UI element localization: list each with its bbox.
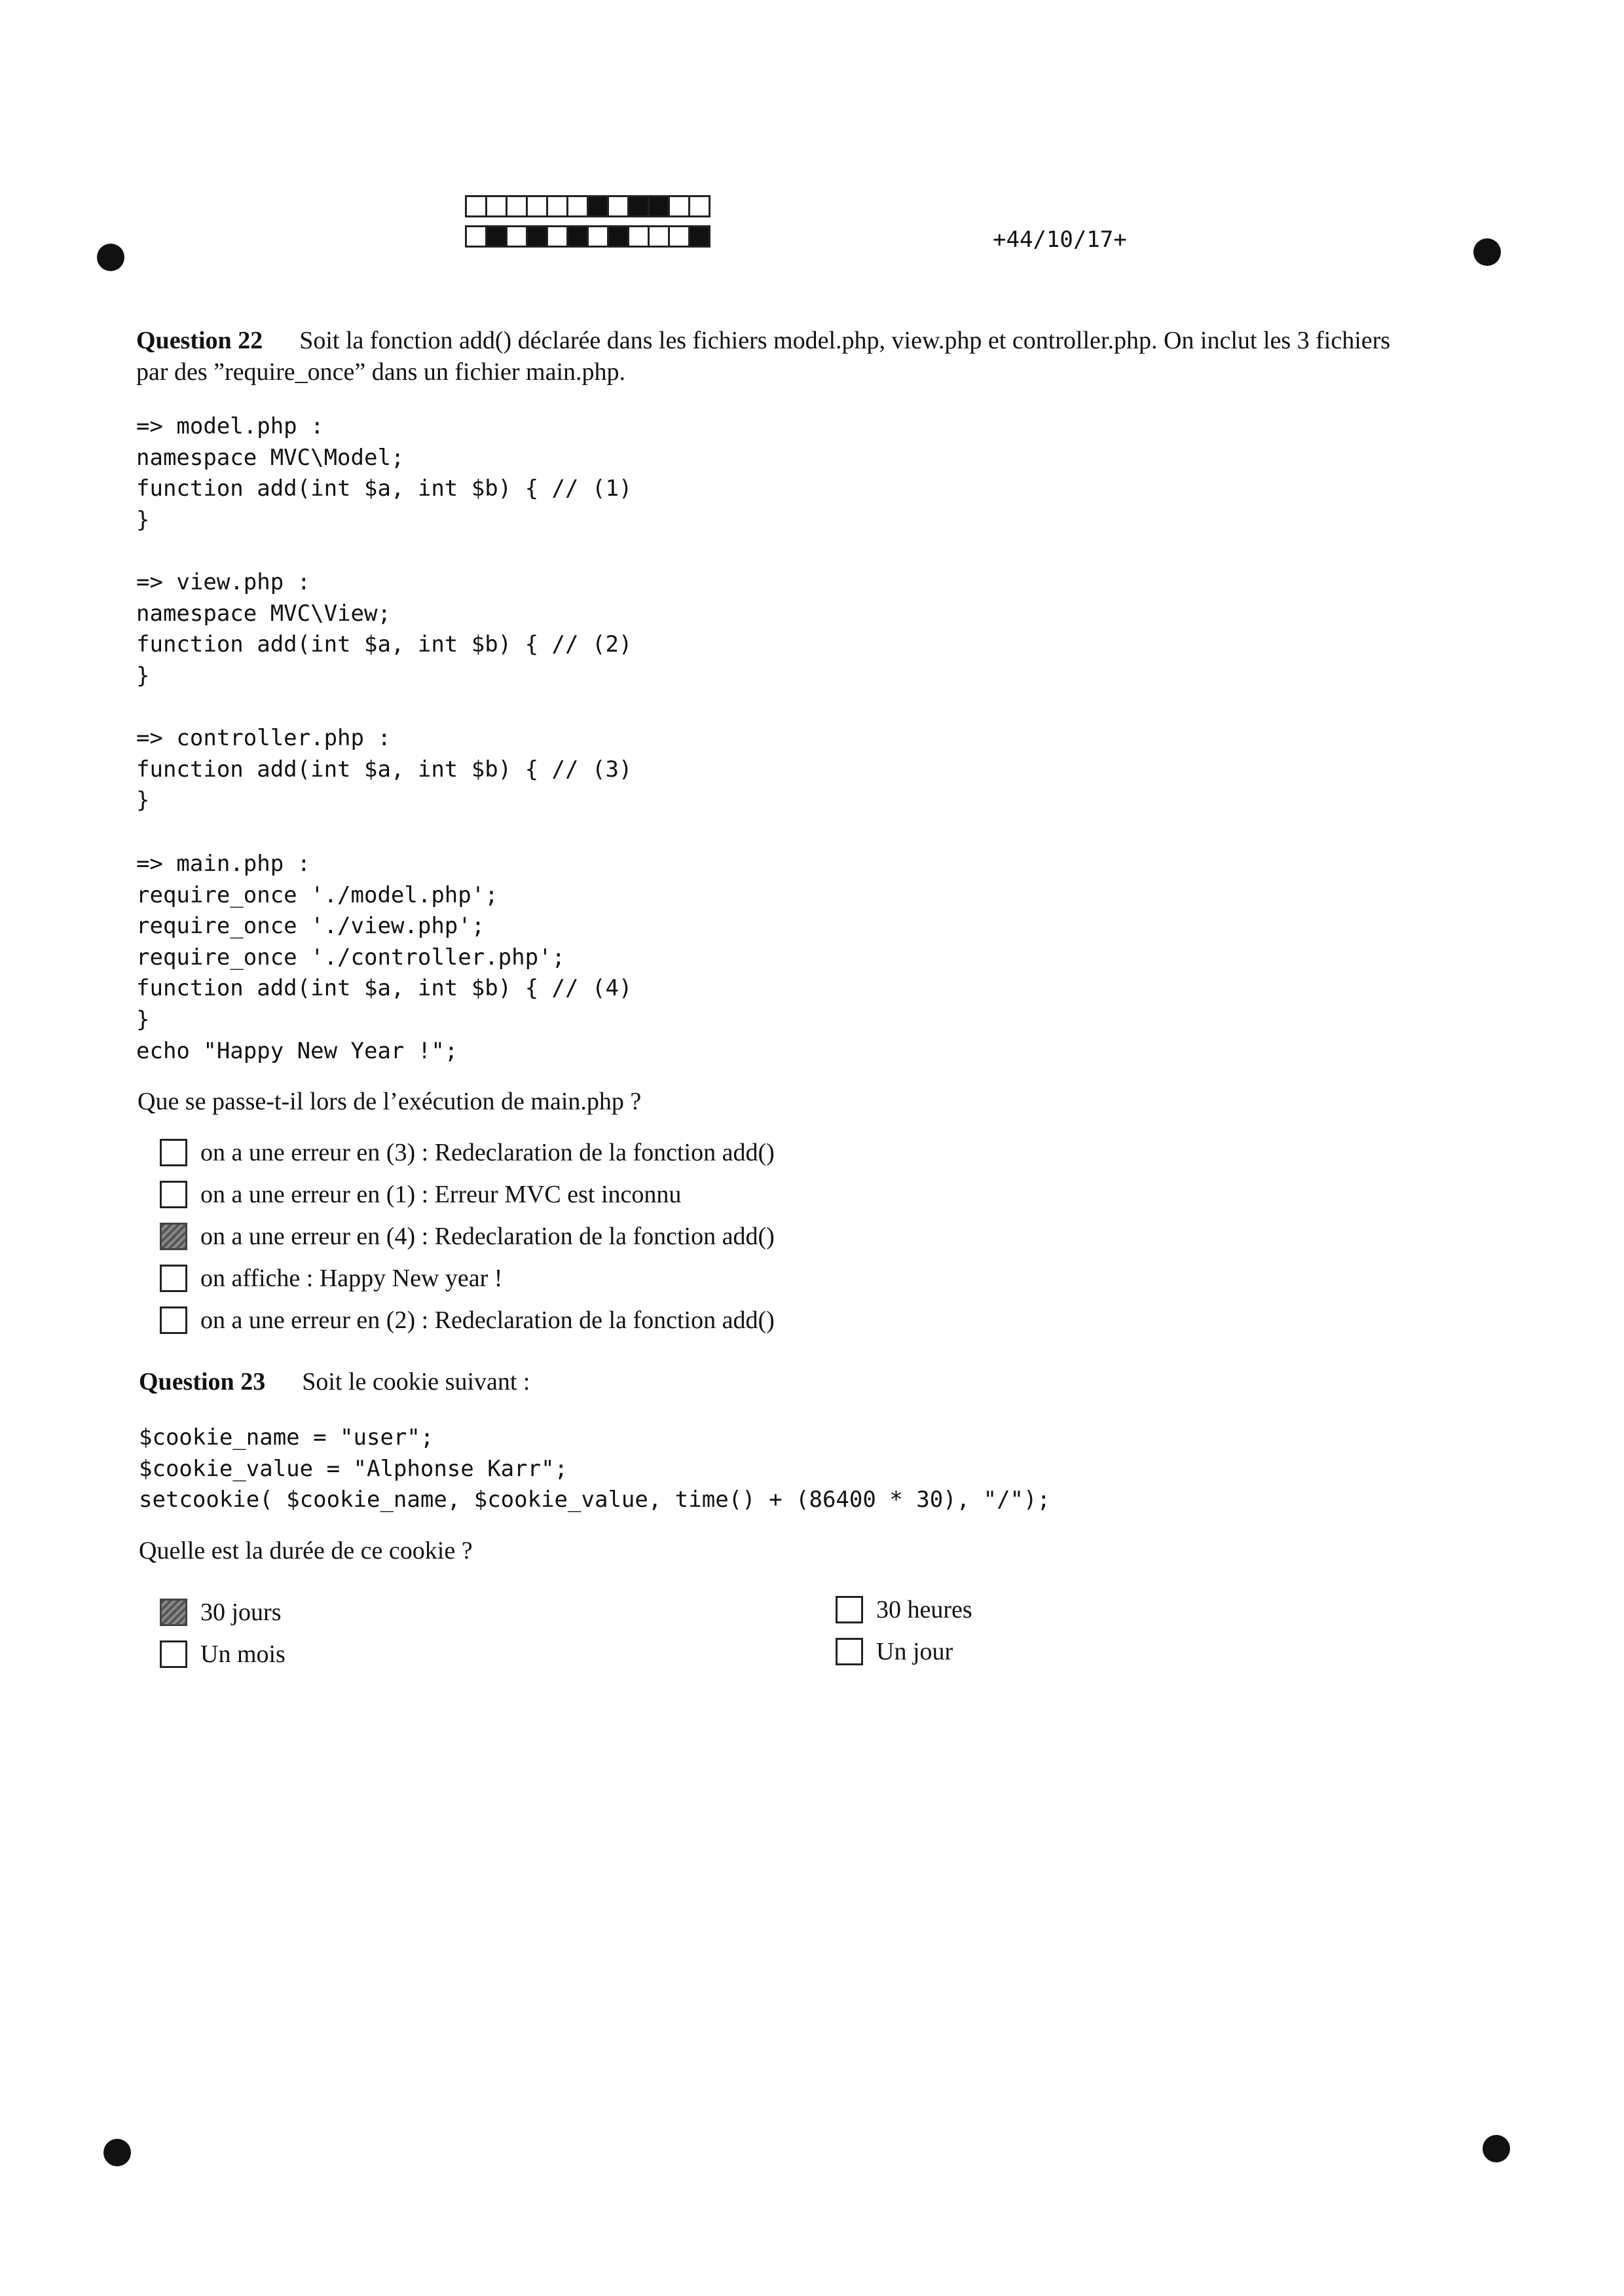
q22-option-4[interactable] (160, 1264, 502, 1293)
checkbox[interactable] (160, 1306, 187, 1334)
id-grid-cell (587, 195, 609, 217)
question-23-label: Question 23 (139, 1368, 266, 1396)
question-22-text-line1: Soit la fonction add() déclarée dans les fichiers model.php, view.php et controller.php. On inclut les 3 fichiers (299, 327, 1391, 354)
id-grid-row-2 (465, 225, 709, 248)
option-label: 30 jours (200, 1599, 282, 1626)
id-grid-cell (506, 195, 528, 217)
q23-option-un-mois[interactable] (160, 1640, 286, 1669)
checkbox[interactable] (160, 1265, 187, 1292)
id-grid-cell (566, 195, 589, 217)
option-label: on a une erreur en (4) : Redeclaration de la fonction add() (200, 1223, 775, 1250)
code-main: => main.php : require_once './model.php'; require_once './view.php'; require_once './controller.php'; function add(int $a, int $b) { // (4) } echo "Happy New Year !"; (136, 851, 633, 1064)
option-label: Un jour (876, 1638, 953, 1665)
q22-option-2[interactable] (160, 1180, 681, 1209)
id-grid-cell (688, 225, 710, 248)
id-grid-cell (627, 225, 650, 248)
registration-mark-top-left (97, 244, 124, 271)
id-grid-cell (546, 225, 568, 248)
option-label: on a une erreur en (2) : Redeclaration de la fonction add() (200, 1306, 775, 1334)
id-grid-cell (506, 225, 528, 248)
q23-option-un-jour[interactable] (836, 1637, 953, 1666)
question-23-prompt: Quelle est la durée de ce cookie ? (139, 1537, 473, 1565)
question-22-prompt: Que se passe-t-il lors de l’exécution de main.php ? (138, 1088, 642, 1115)
option-label: 30 heures (876, 1596, 972, 1623)
id-grid-cell (648, 225, 670, 248)
id-grid-cell (485, 195, 507, 217)
checkbox[interactable] (160, 1139, 187, 1166)
checkbox[interactable] (836, 1596, 863, 1623)
id-grid-cell (688, 195, 710, 217)
code-view: => view.php : namespace MVC\View; function add(int $a, int $b) { // (2) } (136, 569, 633, 689)
option-label: on affiche : Happy New year ! (200, 1265, 503, 1292)
option-label: on a une erreur en (3) : Redeclaration de la fonction add() (200, 1139, 775, 1166)
q22-option-3[interactable] (160, 1222, 775, 1251)
id-grid-cell (566, 225, 589, 248)
checkbox[interactable] (836, 1638, 863, 1665)
q23-option-30-heures[interactable] (836, 1595, 972, 1624)
q22-option-1[interactable] (160, 1138, 775, 1167)
question-23-text: Soit le cookie suivant : (302, 1368, 530, 1396)
option-label: on a une erreur en (1) : Erreur MVC est inconnu (200, 1181, 682, 1208)
id-grid-row-1 (465, 195, 709, 217)
question-22-text-line2: par des ”require_once” dans un fichier main.php. (136, 358, 626, 386)
id-grid-cell (648, 195, 670, 217)
registration-mark-top-right (1473, 238, 1501, 266)
id-grid-cell (607, 225, 629, 248)
code-controller: => controller.php : function add(int $a, int $b) { // (3) } (136, 725, 633, 814)
question-22 (136, 325, 1498, 388)
id-grid-cell (526, 225, 548, 248)
question-23 (139, 1366, 530, 1398)
id-grid-cell (627, 195, 650, 217)
question-22-label: Question 22 (136, 327, 263, 354)
q23-option-30-jours[interactable] (160, 1598, 282, 1627)
checkbox[interactable] (160, 1181, 187, 1208)
id-grid-cell (668, 195, 690, 217)
option-label: Un mois (200, 1640, 286, 1668)
id-grid-cell (607, 195, 629, 217)
id-grid-cell (465, 225, 487, 248)
checkbox-checked[interactable] (160, 1223, 187, 1250)
id-grid-cell (526, 195, 548, 217)
checkbox-checked[interactable] (160, 1599, 187, 1626)
id-grid-cell (485, 225, 507, 248)
page-code: +44/10/17+ (993, 227, 1127, 253)
id-grid-cell (587, 225, 609, 248)
checkbox[interactable] (160, 1640, 187, 1668)
registration-mark-bottom-right (1483, 2135, 1510, 2162)
q22-option-5[interactable] (160, 1306, 775, 1335)
id-grid-cell (668, 225, 690, 248)
code-cookie: $cookie_name = "user"; $cookie_value = "Alphonse Karr"; setcookie( $cookie_name, $cookie_value, time() + (86400 * 30), "/"); (139, 1424, 1050, 1513)
id-grid-cell (465, 195, 487, 217)
registration-mark-bottom-left (103, 2139, 131, 2166)
id-grid-cell (546, 195, 568, 217)
code-model: => model.php : namespace MVC\Model; function add(int $a, int $b) { // (1) } (136, 413, 633, 533)
